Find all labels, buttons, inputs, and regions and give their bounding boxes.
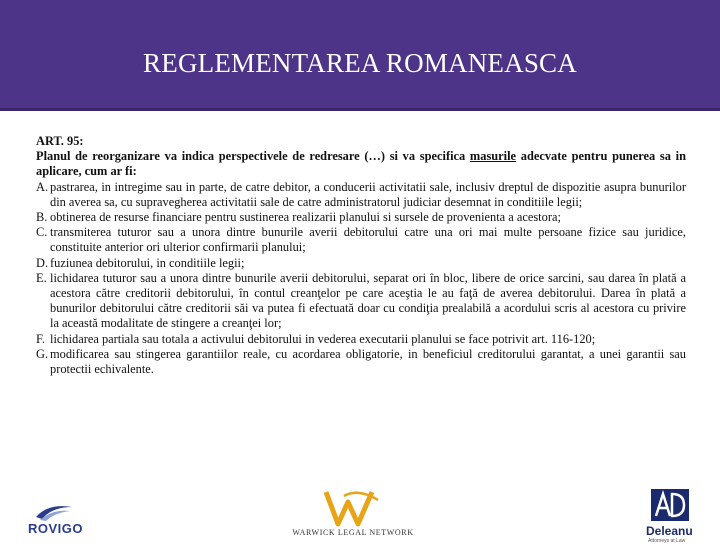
intro-underlined-word: masurile (469, 149, 517, 164)
slide-body (36, 134, 686, 377)
list-item-text: transmiterea tuturor sau a unora dintre bunurile averii debitorului catre una ori mai multe persoane fizice sau juridice, constituite anterior ori ulterior confirmarii planului; (50, 225, 686, 255)
list-item-letter: D. (36, 255, 49, 270)
list-item (36, 256, 686, 271)
rovigo-logo (22, 501, 102, 541)
deleanu-ad-icon (650, 488, 690, 522)
slide-title: REGLEMENTAREA ROMANEASCA (143, 47, 577, 78)
list-item (36, 347, 686, 377)
deleanu-logo-subtext: Attorneys at Law (648, 538, 686, 544)
intro-text-end: adecvate pentru punerea sa in aplicare, cum ar fi: (36, 149, 686, 179)
deleanu-logo-text: Deleanu (646, 524, 693, 538)
list-item-text: obtinerea de resurse financiare pentru sustinerea realizarii planului si sursele de provenienta a acestora; (50, 210, 561, 225)
slide-footer (0, 476, 720, 544)
warwick-legal-network-logo (288, 486, 418, 542)
list-item-text: lichidarea partiala sau totala a activului debitorului in vederea executarii planului se face potrivit art. 116-120; (50, 331, 596, 346)
warwick-logo-text: WARWICK LEGAL NETWORK (292, 528, 414, 537)
list-item (36, 225, 686, 255)
list-item-letter: A. (36, 179, 49, 194)
slide-header (0, 0, 720, 111)
rovigo-logo-text: ROVIGO (28, 521, 84, 536)
list-item-letter: F. (36, 331, 45, 346)
list-item-text: pastrarea, in intregime sau in parte, de catre debitor, a conducerii activitatii sale, inclusiv dreptul de dispozitie asupra bunurilor din averea sa, cu supravegherea activitatii sale de catre administratorul judiciar desemnat in conditiile legii; (50, 179, 686, 209)
list-item-text: fuziunea debitorului, in conditiile legii; (50, 255, 245, 270)
list-item (36, 332, 686, 347)
rovigo-swoosh-icon (34, 501, 74, 523)
list-item (36, 180, 686, 210)
list-item-text: lichidarea tuturor sau a unora dintre bunurile averii debitorului, separat ori în bloc, libere de orice sarcini, sau darea în plată a acestora către creditorii debitorului, în contul creanţelor pe care aceştia le au faţă de averea debitorului. Darea în plată a bunurilor debitorului către creditorii săi va putea fi efectuată doar cu condiţia prealabilă a acordului scris al acestora cu privire la această modalitate de stingere a creanţei lor; (50, 270, 686, 331)
list-item (36, 271, 686, 332)
list-item (36, 210, 686, 225)
list-item-letter: B. (36, 210, 48, 225)
deleanu-logo (642, 488, 708, 544)
intro-text-start: Planul de reorganizare va indica perspectivele de redresare (…) si va specifica (36, 149, 470, 164)
list-item-letter: G. (36, 346, 49, 361)
article-number: ART. 95: (36, 134, 84, 148)
list-item-letter: E. (36, 270, 47, 285)
list-item-text: modificarea sau stingerea garantiilor reale, cu acordarea obligatorie, in beneficiul creditorului garantat, a unei garantii sau protectii echivalente. (50, 346, 686, 377)
list-item-letter: C. (36, 225, 48, 240)
warwick-w-icon (288, 486, 418, 528)
article-intro (36, 149, 686, 179)
measures-list (36, 180, 686, 378)
